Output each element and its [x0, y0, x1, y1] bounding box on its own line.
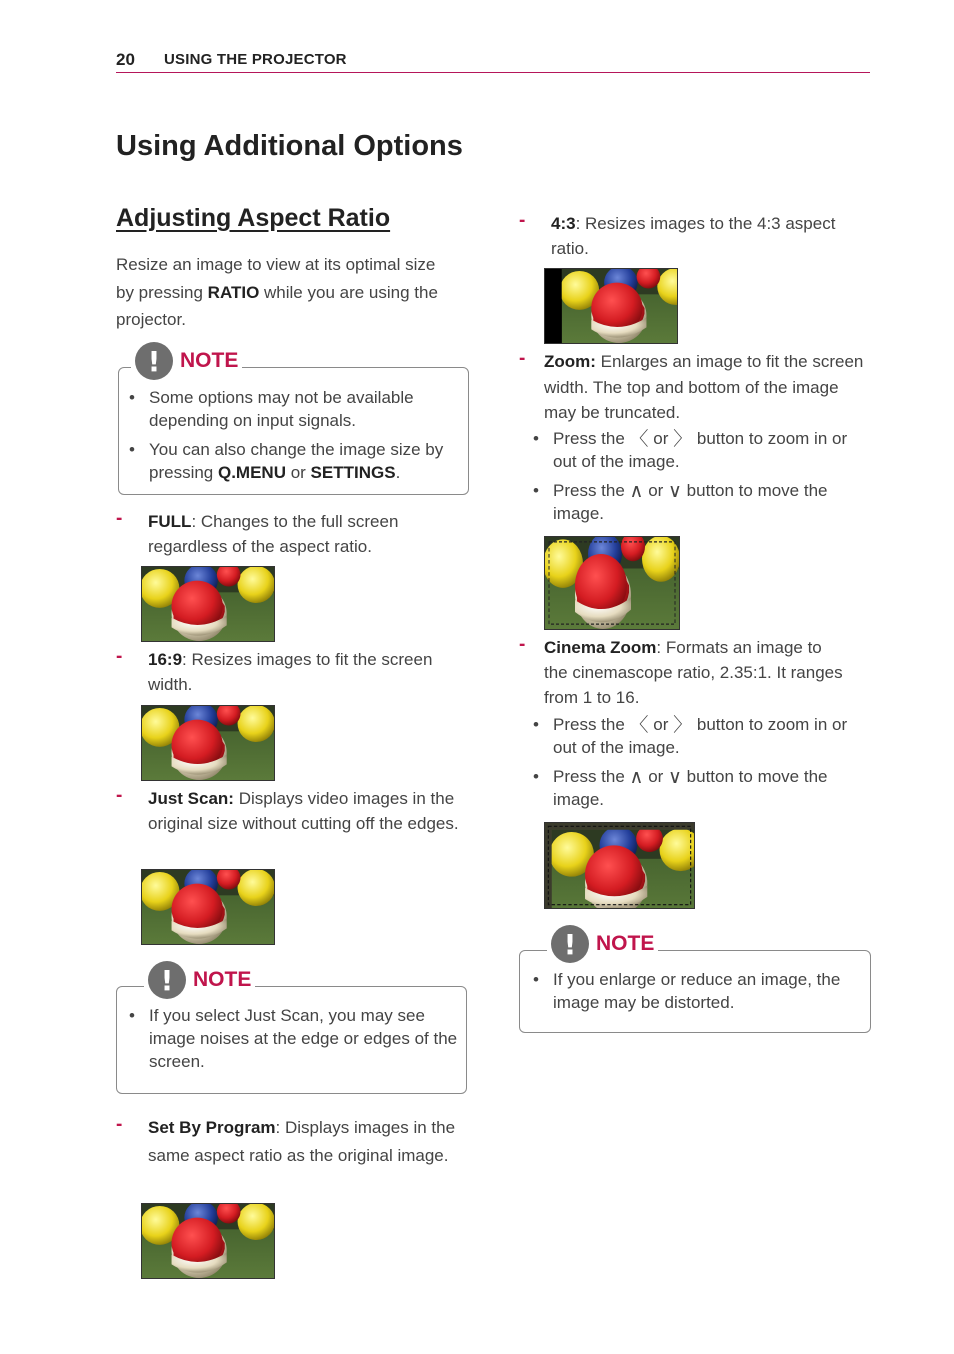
note-label-1: NOTE [180, 349, 239, 372]
dash-icon: - [519, 348, 526, 369]
dash-icon: - [519, 634, 526, 655]
page-header [116, 48, 870, 73]
left-arrow-icon: 〈 [629, 714, 649, 736]
bullet-icon: • [533, 429, 539, 448]
note-label-2: NOTE [193, 968, 252, 991]
full-text: : Changes to the full screen regardless of the aspect ratio. [148, 512, 399, 556]
up-arrow-icon: ∧ [629, 480, 644, 502]
bullet-icon: • [129, 1006, 135, 1025]
dash-icon: - [519, 210, 526, 231]
intro-text-2: while you are using the projector. [116, 282, 438, 329]
cinema-b2-post: button to move the image. [553, 767, 828, 809]
note2-item-1-text: If you select Just Scan, you may see image noises at the edge or edges of the screen. [149, 1006, 458, 1071]
intro-text-1: Resize an image to view at its optimal size by pressing [116, 255, 436, 302]
zoom-b1-pre: Press the [553, 429, 630, 448]
full-key: FULL [148, 512, 192, 531]
setbyprogram-key: Set By Program [148, 1118, 276, 1137]
exclamation-icon: ! [148, 961, 186, 999]
settings-key: SETTINGS [310, 463, 396, 482]
note1-or: or [285, 463, 311, 482]
down-arrow-icon: ∨ [668, 480, 682, 502]
cinema-b2-mid: or [643, 767, 669, 786]
r43-text: : Resizes images to the 4:3 aspect ratio. [551, 214, 836, 258]
16-9-preview-image [141, 705, 275, 781]
page-title: Using Additional Options [116, 130, 463, 162]
zoom-b1-post: button to zoom in or out of the image. [553, 429, 848, 471]
full-preview-image [141, 566, 275, 642]
note-label-3: NOTE [596, 932, 655, 955]
4-3-preview-image [544, 268, 678, 344]
note-header-3 [547, 925, 658, 963]
justscan-key: Just Scan: [148, 789, 234, 808]
option-full [148, 509, 453, 559]
r43-key: 4:3 [551, 214, 576, 233]
note3-item-1 [533, 968, 863, 1014]
intro-paragraph [116, 251, 451, 334]
zoom-b1-mid: or [648, 429, 674, 448]
bullet-icon: • [533, 970, 539, 989]
option-set-by-program [148, 1114, 466, 1169]
header-title: USING THE PROJECTOR [164, 51, 347, 68]
note-header-1 [131, 342, 242, 380]
note1-item-1 [129, 386, 461, 432]
option-cinema-zoom [544, 635, 849, 710]
ratio-key: RATIO [207, 282, 260, 302]
option-4-3 [551, 211, 851, 261]
bullet-icon: • [533, 767, 539, 786]
down-arrow-icon: ∨ [668, 766, 682, 788]
up-arrow-icon: ∧ [629, 766, 644, 788]
qmenu-key: Q.MENU [217, 463, 286, 482]
cinema-key: Cinema Zoom [544, 638, 657, 657]
exclamation-icon: ! [135, 342, 173, 380]
cinema-zoom-preview-image [544, 822, 695, 909]
dash-icon: - [116, 508, 123, 529]
dash-icon: - [116, 1114, 123, 1135]
zoom-key: Zoom: [544, 352, 596, 371]
r169-key: 16:9 [148, 650, 183, 669]
cinema-b1-pre: Press the [553, 715, 630, 734]
zoom-b2-post: button to move the image. [553, 481, 828, 523]
note-header-2 [144, 961, 255, 999]
dash-icon: - [116, 785, 123, 806]
setbyprogram-text: : Displays images in the same aspect ratio as the original image. [148, 1118, 456, 1165]
exclamation-icon: ! [551, 925, 589, 963]
note1-item-2-text: You can also change the image size by pressing [149, 440, 444, 482]
cinema-bullet-2 [533, 765, 865, 811]
cinema-b1-post: button to zoom in or out of the image. [553, 715, 848, 757]
bullet-icon: • [129, 388, 135, 407]
section-title: Adjusting Aspect Ratio [116, 204, 391, 232]
option-just-scan [148, 786, 463, 836]
note1-item-2 [129, 438, 461, 484]
option-16-9 [148, 647, 453, 697]
cinema-text: : Formats an image to the cinemascope ratio, 2.35:1. It ranges from 1 to 16. [544, 638, 843, 707]
set-by-program-preview-image [141, 1203, 275, 1279]
cinema-b1-mid: or [648, 715, 674, 734]
option-zoom [544, 349, 864, 426]
note1-period: . [395, 463, 401, 482]
zoom-preview-image [544, 536, 680, 630]
dash-icon: - [116, 646, 123, 667]
r169-text: : Resizes images to fit the screen width. [148, 650, 433, 694]
cinema-bullet-1 [533, 713, 865, 759]
justscan-text: Displays video images in the original size without cutting off the edges. [148, 789, 459, 833]
left-arrow-icon: 〈 [629, 428, 649, 450]
bullet-icon: • [533, 715, 539, 734]
bullet-icon: • [129, 440, 135, 459]
zoom-bullet-1 [533, 427, 865, 473]
note1-item-1-text: Some options may not be available depending on input signals. [149, 388, 414, 430]
zoom-text: Enlarges an image to fit the screen width. The top and bottom of the image may be truncated. [544, 352, 864, 422]
zoom-b2-pre: Press the [553, 481, 630, 500]
note3-item-1-text: If you enlarge or reduce an image, the image may be distorted. [553, 970, 841, 1012]
bullet-icon: • [533, 481, 539, 500]
right-arrow-icon: 〉 [673, 714, 693, 736]
cinema-b2-pre: Press the [553, 767, 630, 786]
zoom-b2-mid: or [643, 481, 669, 500]
right-arrow-icon: 〉 [673, 428, 693, 450]
zoom-bullet-2 [533, 479, 865, 525]
page-number: 20 [116, 50, 135, 69]
just-scan-preview-image [141, 869, 275, 945]
note2-item-1 [129, 1004, 463, 1073]
